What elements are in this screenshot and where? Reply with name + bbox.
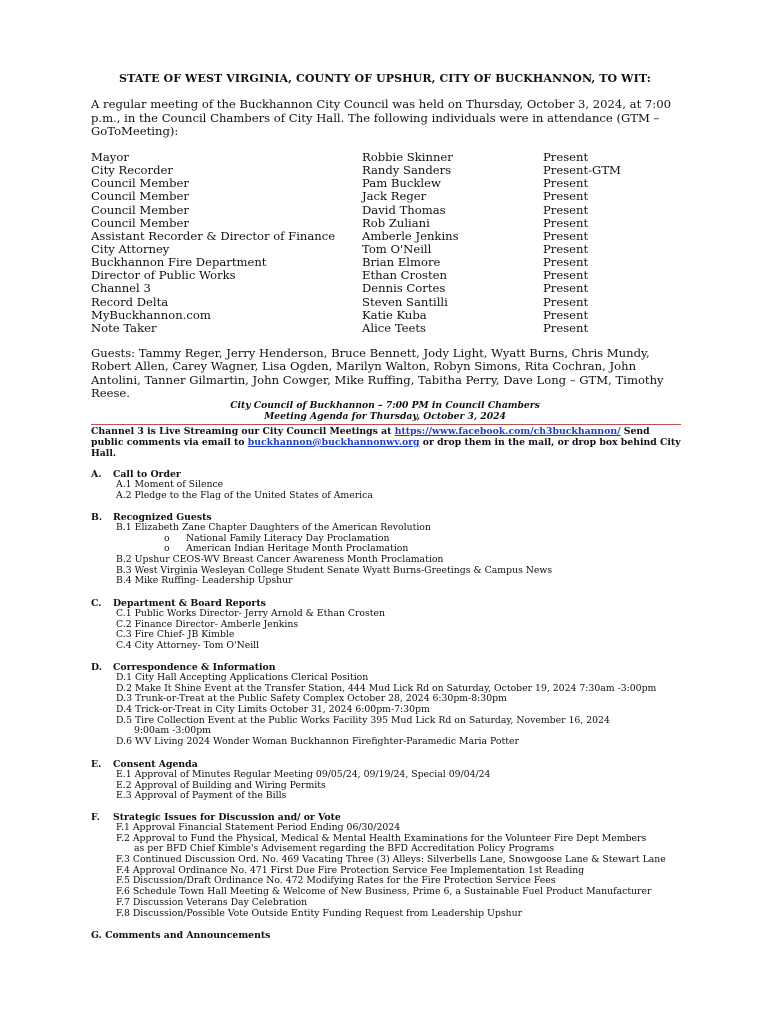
agenda-item: C.4 City Attorney- Tom O'Neill	[116, 640, 260, 652]
section-c	[91, 598, 691, 652]
attendee-name: Tom O'Neill	[362, 241, 432, 256]
section-a-title	[91, 469, 691, 480]
agenda-item: C.2 Finance Director- Amberle Jenkins	[116, 618, 299, 630]
section-b	[91, 512, 691, 587]
section-letter: F.	[91, 812, 100, 823]
section-letter: C.	[91, 598, 102, 609]
attendee-title: Buckhannon Fire Department	[91, 255, 267, 270]
section-b-title	[91, 512, 691, 523]
attendee-name: Brian Elmore	[362, 255, 441, 270]
attendee-status: Present	[543, 307, 589, 322]
section-title-text: Consent Agenda	[113, 759, 198, 770]
agenda-item: F.4 Approval Ordinance No. 471 First Due Fire Protection Service Fee Implementation 1st Reading	[116, 864, 585, 876]
agenda-item: F.3 Continued Discussion Ord. No. 469 Vacating Three (3) Alleys: Silverbells Lane, Snowgoose Lane & Stewart Lane	[116, 854, 666, 866]
agenda-item: B.4 Mike Ruffing- Leadership Upshur	[116, 575, 293, 587]
bullet-mark: o	[164, 543, 170, 555]
attendee-status: Present	[543, 320, 589, 335]
attendee-title: City Recorder	[91, 163, 173, 178]
attendee-title: Council Member	[91, 176, 189, 191]
section-e-title	[91, 759, 691, 770]
attendee-status: Present	[543, 268, 589, 283]
agenda-header	[0, 400, 770, 422]
attendance-row	[91, 309, 691, 322]
section-e	[91, 759, 691, 802]
agenda-item: D.6 WV Living 2024 Wonder Woman Buckhannon Firefighter-Paramedic Maria Potter	[116, 736, 519, 748]
divider-rule	[91, 424, 681, 425]
attendee-title: Director of Public Works	[91, 268, 236, 283]
attendee-title: City Attorney	[91, 241, 170, 256]
agenda-item: B.2 Upshur CEOS-WV Breast Cancer Awareness Month Proclamation	[116, 554, 444, 566]
attendee-status: Present	[543, 189, 589, 204]
agenda-item: D.4 Trick-or-Treat in City Limits October 31, 2024 6:00pm-7:30pm	[116, 704, 430, 716]
agenda-item: F.7 Discussion Veterans Day Celebration	[116, 896, 308, 908]
attendee-status: Present	[543, 176, 589, 191]
attendance-row	[91, 296, 691, 309]
attendee-name: Steven Santilli	[362, 294, 448, 309]
section-title-text: Correspondence & Information	[113, 662, 276, 673]
agenda-item: F.5 Discussion/Draft Ordinance No. 472 Modifying Rates for the Fire Protection Service Fees	[116, 875, 556, 887]
attendee-status: Present	[543, 228, 589, 243]
attendee-name: Jack Reger	[362, 189, 427, 204]
agenda-item: F.2 Approval to Fund the Physical, Medical & Mental Health Examinations for the Volunteer Fire Dept Members	[116, 832, 647, 844]
agenda-item: C.3 Fire Chief- JB Kimble	[116, 629, 235, 641]
attendee-title: Mayor	[91, 150, 129, 164]
attendee-status: Present-GTM	[543, 163, 621, 178]
section-letter: D.	[91, 662, 102, 673]
attendee-status: Present	[543, 241, 589, 256]
attendance-list	[91, 151, 691, 335]
attendance-row	[91, 282, 691, 295]
section-a	[91, 469, 691, 501]
attendee-name: Katie Kuba	[362, 307, 427, 322]
section-c-title	[91, 598, 691, 609]
agenda-item: D.5 Tire Collection Event at the Public Works Facility 395 Mud Lick Rd on Saturday, November 16, 2024	[116, 714, 610, 726]
attendee-name: Randy Sanders	[362, 163, 452, 178]
agenda-item: B.1 Elizabeth Zane Chapter Daughters of the American Revolution	[116, 522, 431, 533]
attendee-name: Rob Zuliani	[362, 215, 430, 230]
streaming-text-1: Channel 3 is Live Streaming our City Council Meetings at	[91, 426, 395, 437]
section-title-text: Department & Board Reports	[113, 598, 266, 609]
agenda-item: B.3 West Virginia Wesleyan College Student Senate Wyatt Burns-Greetings & Campus News	[116, 564, 553, 576]
section-letter: A.	[91, 469, 102, 480]
agenda-item: D.1 City Hall Accepting Applications Clerical Position	[116, 672, 369, 683]
streaming-text-2: Send public comments via email to	[91, 426, 650, 448]
bullet-text: American Indian Heritage Month Proclamation	[186, 543, 409, 555]
sub-bullet-item	[91, 544, 691, 555]
section-letter: B.	[91, 512, 103, 523]
section-title-text: Recognized Guests	[113, 512, 212, 523]
attendee-title: MyBuckhannon.com	[91, 307, 211, 322]
section-f	[91, 812, 691, 919]
agenda-item: F.8 Discussion/Possible Vote Outside Entity Funding Request from Leadership Upshur	[116, 907, 523, 919]
attendance-row	[91, 190, 691, 203]
agenda-item: E.3 Approval of Payment of the Bills	[116, 790, 287, 802]
attendee-title: Note Taker	[91, 320, 157, 335]
streaming-notice	[91, 427, 681, 459]
section-letter: E.	[91, 759, 102, 770]
bullet-text: National Family Literacy Day Proclamation	[186, 532, 390, 544]
agenda-item: E.1 Approval of Minutes Regular Meeting 09/05/24, 09/19/24, Special 09/04/24	[116, 769, 491, 780]
agenda-item: A.2 Pledge to the Flag of the United States of America	[116, 489, 373, 501]
agenda-item: C.1 Public Works Director- Jerry Arnold & Ethan Crosten	[116, 608, 386, 619]
section-d	[91, 662, 691, 748]
attendance-row	[91, 230, 691, 243]
attendee-title: Council Member	[91, 215, 189, 230]
attendee-status: Present	[543, 294, 589, 309]
facebook-link[interactable]: https://www.facebook.com/ch3buckhannon/	[394, 426, 621, 437]
attendee-name: Pam Bucklew	[362, 176, 441, 191]
agenda-item: D.2 Make It Shine Event at the Transfer Station, 444 Mud Lick Rd on Saturday, October 19, 2024 7:30am -3:00pm	[116, 682, 657, 694]
attendee-name: Ethan Crosten	[362, 268, 447, 283]
agenda-item: D.3 Trunk-or-Treat at the Public Safety Complex October 28, 2024 6:30pm-8:30pm	[116, 693, 507, 705]
streaming-text-3: or drop them in the mail, or drop box behind City Hall.	[91, 436, 681, 459]
attendee-title: Channel 3	[91, 281, 151, 296]
section-g-title: G. Comments and Announcements	[91, 930, 271, 941]
section-title-text: Strategic Issues for Discussion and/ or Vote	[113, 812, 341, 823]
attendance-row	[91, 204, 691, 217]
guests-paragraph: Guests: Tammy Reger, Jerry Henderson, Bruce Bennett, Jody Light, Wyatt Burns, Chris Mundy, Robert Allen, Carey Wagner, Lisa Ogden, Marilyn Walton, Robyn Simons, Rita Cochran, John Antolini, Tanner Gilmartin, John Cowger, Mike Ruffing, Tabitha Perry, Dave Long – GTM, Timothy Reese.	[91, 346, 664, 400]
agenda-item-continuation: as per BFD Chief Kimble's Advisement regarding the BFD Accreditation Policy Programs	[134, 843, 555, 855]
document-heading: STATE OF WEST VIRGINIA, COUNTY OF UPSHUR, CITY OF BUCKHANNON, TO WIT:	[119, 72, 651, 85]
agenda-item: F.6 Schedule Town Hall Meeting & Welcome of New Business, Prime 6, a Sustainable Fuel Product Manufacturer	[116, 886, 652, 898]
agenda-header-line-1: City Council of Buckhannon – 7:00 PM in Council Chambers	[230, 400, 540, 411]
attendee-status: Present	[543, 281, 589, 296]
attendee-title: Council Member	[91, 189, 189, 204]
agenda-item-continuation: 9:00am -3:00pm	[134, 725, 211, 737]
attendee-name: David Thomas	[362, 202, 446, 217]
attendee-status: Present	[543, 150, 589, 164]
attendance-row	[91, 322, 691, 335]
attendee-name: Dennis Cortes	[362, 281, 446, 296]
section-title-text: Call to Order	[113, 469, 181, 480]
intro-paragraph: A regular meeting of the Buckhannon City Council was held on Thursday, October 3, 2024, at 7:00 p.m., in the Council Chambers of City Hall. The following individuals were in attendance (GTM – GoToMeeting):	[91, 97, 671, 138]
bullet-mark: o	[164, 532, 170, 544]
attendee-title: Council Member	[91, 202, 189, 217]
agenda-header-line-2: Meeting Agenda for Thursday, October 3, 2024	[264, 411, 506, 422]
attendee-status: Present	[543, 202, 589, 217]
agenda-item: F.1 Approval Financial Statement Period Ending 06/30/2024	[116, 822, 401, 833]
attendee-name: Robbie Skinner	[362, 150, 453, 164]
attendee-status: Present	[543, 215, 589, 230]
attendance-row	[91, 217, 691, 230]
section-f-title	[91, 812, 691, 823]
section-d-title	[91, 662, 691, 673]
agenda-item: E.2 Approval of Building and Wiring Permits	[116, 779, 326, 791]
agenda-item: A.1 Moment of Silence	[116, 479, 224, 490]
attendee-title: Assistant Recorder & Director of Finance	[91, 228, 336, 243]
email-link[interactable]: buckhannon@buckhannonwv.org	[247, 436, 420, 448]
attendee-status: Present	[543, 255, 589, 270]
attendee-name: Amberle Jenkins	[362, 228, 459, 243]
attendee-title: Record Delta	[91, 294, 169, 309]
attendee-name: Alice Teets	[362, 320, 426, 335]
